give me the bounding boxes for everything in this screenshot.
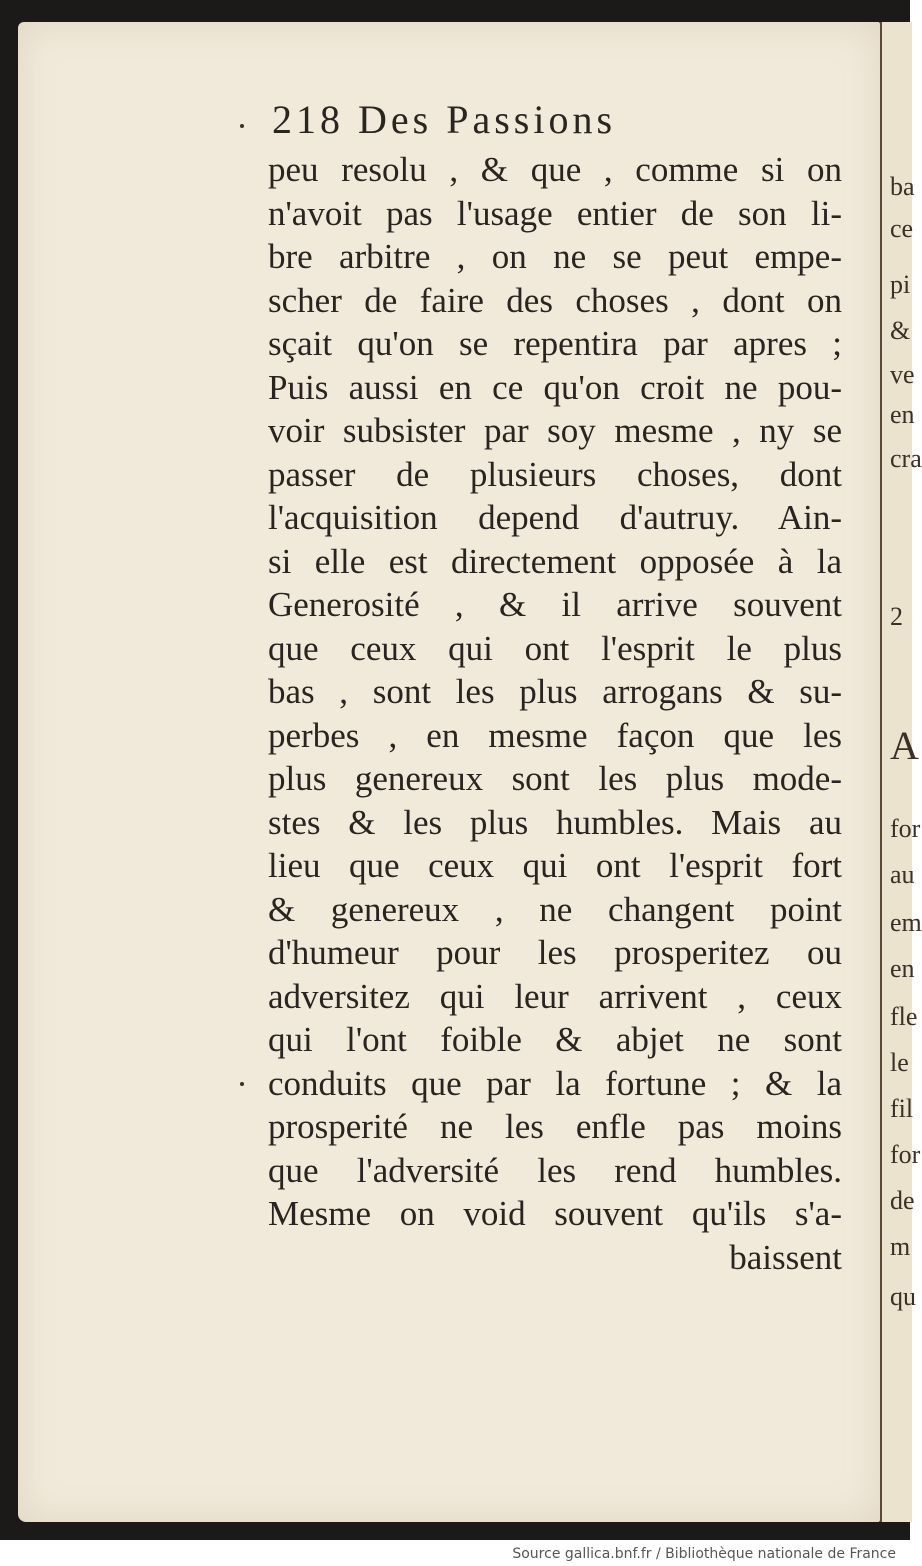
text-line: sçait qu'on se repentira par apres ; (268, 324, 842, 363)
text-line: baissent (729, 1237, 842, 1277)
facing-page-fragment: qu (890, 1282, 916, 1311)
facing-page-fragment: & (890, 316, 911, 345)
text-line: Mesme on void souvent qu'ils s'a- (268, 1194, 842, 1233)
facing-page-fragment: en (890, 400, 915, 429)
facing-page-fragment: A (890, 723, 919, 768)
facing-page-fragment: for (890, 1140, 921, 1169)
running-header: 218 Des Passions (272, 97, 617, 142)
text-line: conduits que par la fortune ; & la (268, 1063, 842, 1103)
facing-page-fragment: ve (890, 360, 915, 389)
text-line: passer de plusieurs choses, dont (268, 454, 842, 494)
text-line: plus genereux sont les plus mode- (268, 759, 842, 798)
facing-page-fragment: ba (890, 172, 915, 201)
text-line: lieu que ceux qui ont l'esprit fort (268, 846, 842, 885)
facing-page-fragment: m (890, 1232, 911, 1261)
body-text (268, 148, 842, 1279)
facing-page-fragment: fil (890, 1094, 914, 1123)
facing-page-fragment: em (890, 908, 922, 937)
facing-page-fragment: ce (890, 214, 914, 243)
facing-page-fragment: au (890, 860, 915, 889)
source-credit: Source gallica.bnf.fr / Bibliothèque nationale de France (512, 1546, 896, 1562)
facing-page-fragment: en (890, 954, 915, 983)
facing-page-fragment: de (890, 1186, 915, 1215)
text-line: Puis aussi en ce qu'on croit ne pou- (268, 367, 842, 407)
facing-page-edge (880, 22, 922, 1522)
facing-page-fragment: 2 (890, 602, 903, 631)
text-line: n'avoit pas l'usage entier de son li- (268, 193, 842, 233)
text-line: d'humeur pour les prosperitez ou (268, 933, 842, 972)
text-line: que l'adversité les rend humbles. (268, 1150, 842, 1190)
facing-page-fragment: le (890, 1048, 909, 1077)
facing-page-fragment: for (890, 814, 921, 843)
facing-page-fragment: cra (890, 444, 922, 473)
text-line: peu resolu , & que , comme si on (268, 150, 842, 189)
text-line: bre arbitre , on ne se peut empe- (268, 237, 842, 276)
text-line: l'acquisition depend d'autruy. Ain- (268, 498, 842, 537)
text-line: perbes , en mesme façon que les (268, 715, 842, 755)
text-line: Generosité , & il arrive souvent (268, 585, 842, 624)
facing-page-fragment: pi (890, 270, 911, 299)
text-line: stes & les plus humbles. Mais au (268, 802, 842, 842)
text-line: qui l'ont foible & abjet ne sont (268, 1020, 842, 1059)
text-line: & genereux , ne changent point (268, 889, 842, 929)
text-line: voir subsister par soy mesme , ny se (268, 411, 842, 450)
text-line: que ceux qui ont l'esprit le plus (268, 628, 842, 668)
text-line: prosperité ne les enfle pas moins (268, 1107, 842, 1146)
page-mark (240, 1082, 244, 1086)
text-line: bas , sont les plus arrogans & su- (268, 672, 842, 711)
facing-page-fragment: fle (890, 1002, 918, 1031)
text-line: scher de faire des choses , dont on (268, 280, 842, 320)
page-mark (240, 124, 244, 128)
text-line: si elle est directement opposée à la (268, 541, 842, 581)
text-line: adversitez qui leur arrivent , ceux (268, 976, 842, 1016)
